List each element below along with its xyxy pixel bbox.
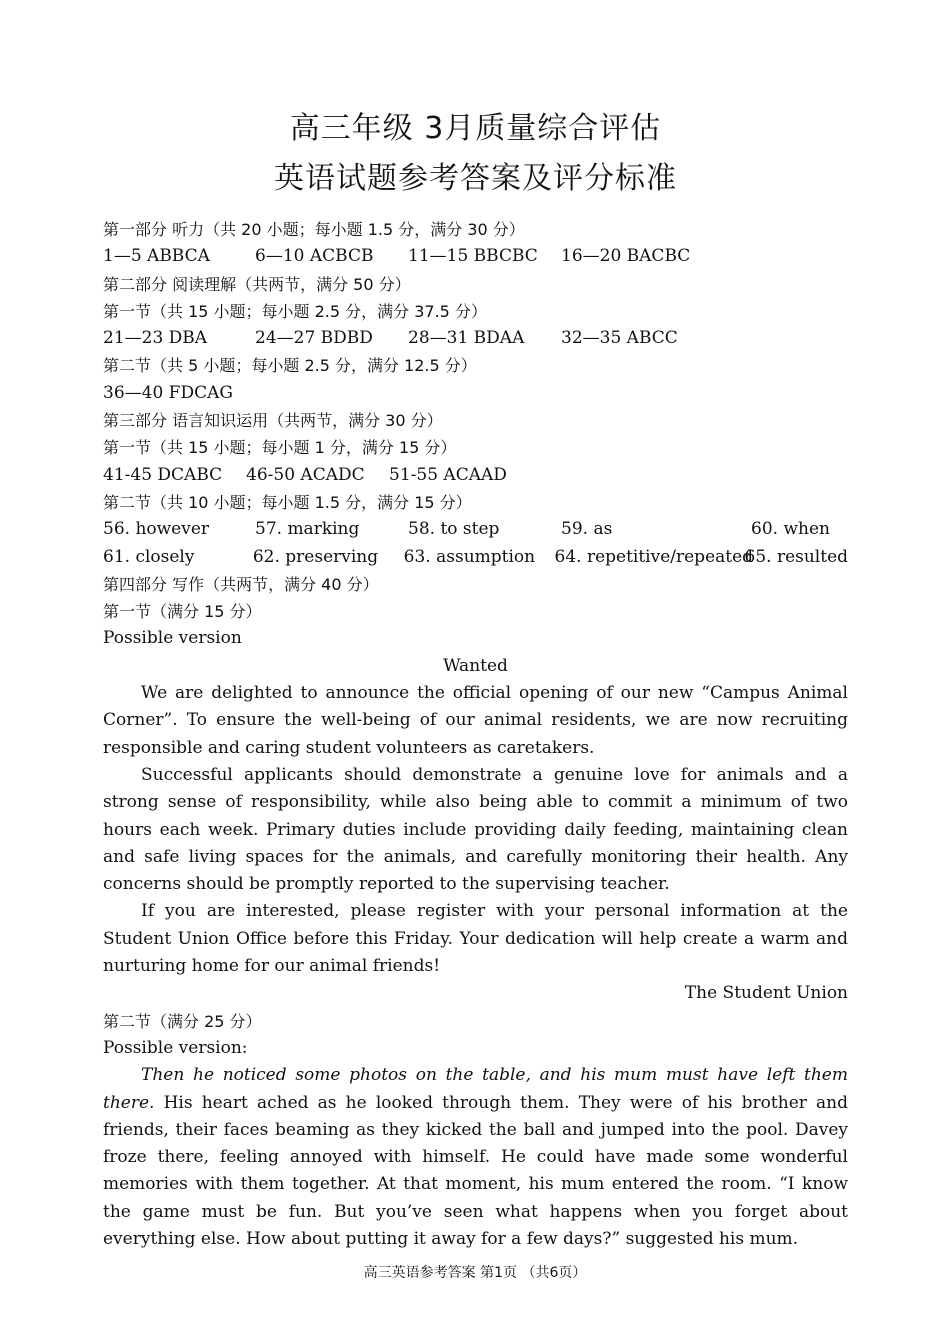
part4-heading: 第四部分 写作（共两节，满分 40 分） [103, 574, 379, 594]
part1-answers [103, 243, 848, 270]
part3-sec2-row1 [103, 516, 848, 543]
answer-item: 59. as [561, 519, 613, 540]
answer-item: 61. closely [103, 546, 195, 567]
answer-group: 1—5 ABBCA [103, 246, 210, 267]
part3-sec2-heading: 第二节（共 10 小题；每小题 1.5 分，满分 15 分） [103, 492, 472, 512]
part2-sec2-heading: 第二节（共 5 小题；每小题 2.5 分，满分 12.5 分） [103, 356, 477, 376]
page-subtitle: 英语试题参考答案及评分标准 [274, 161, 677, 196]
essay-paragraph-3: If you are interested, please register with your personal information at the Student Union Office before this Friday. Your dedication will help create a warm and nurturing home for our animal friends! [103, 901, 848, 977]
part1-heading: 第一部分 听力（共 20 小题；每小题 1.5 分，满分 30 分） [103, 220, 525, 239]
answer-group: 41-45 DCABC [103, 464, 223, 485]
sec1-version-label: Possible version [103, 628, 242, 649]
part4-sec1-heading: 第一节（满分 15 分） [103, 602, 262, 622]
part4-sec2-heading: 第二节（满分 25 分） [103, 1011, 262, 1031]
essay-signature: The Student Union [684, 983, 848, 1004]
essay-title: Wanted [443, 655, 508, 676]
answer-item: 64. repetitive/repeated [554, 546, 754, 567]
answer-group: 32—35 ABCC [561, 328, 678, 349]
answer-item: 57. marking [255, 519, 360, 540]
page-title: 高三年级 3月质量综合评估 [289, 111, 662, 146]
part2-sec2-answers: 36—40 FDCAG [103, 382, 233, 403]
answer-item: 62. preserving [252, 546, 379, 567]
answer-group: 6—10 ACBCB [255, 246, 374, 267]
page-footer: 高三英语参考答案 第1页 （共6页） [363, 1265, 587, 1281]
answer-key-page [103, 100, 848, 1253]
part2-sec1-heading: 第一节（共 15 小题；每小题 2.5 分，满分 37.5 分） [103, 301, 487, 321]
part2-sec1-answers [103, 325, 848, 352]
part3-sec1-heading: 第一节（共 15 小题；每小题 1 分，满分 15 分） [103, 438, 457, 458]
story-italic-opening: Then he noticed some photos on the table, and his mum must have left them there. [103, 1065, 848, 1113]
part3-sec2-row2 [103, 544, 848, 571]
answer-group: 11—15 BBCBC [408, 246, 538, 267]
answer-item: 60. when [751, 519, 830, 540]
answer-item: 58. to step [408, 519, 500, 540]
answer-group: 51-55 ACAAD [389, 464, 507, 485]
answer-group: 24—27 BDBD [255, 328, 373, 349]
answer-group: 21—23 DBA [103, 328, 208, 349]
part3-sec1-answers [103, 462, 848, 489]
essay-paragraph-2: Successful applicants should demonstrate a genuine love for animals and a strong sense of responsibility, while also being able to commit a minimum of two hours each week. Primary duties include providing daily feeding, maintaining clean and safe living spaces for the animals, and carefully monitoring their health. Any concerns should be promptly reported to the supervising teacher. [103, 764, 848, 895]
story-paragraph [103, 1062, 848, 1253]
answer-item: 65. resulted [744, 546, 849, 567]
answer-item: 63. assumption [403, 546, 536, 567]
answer-group: 28—31 BDAA [408, 328, 525, 349]
part3-heading: 第三部分 语言知识运用（共两节，满分 30 分） [103, 411, 443, 431]
answer-group: 16—20 BACBC [561, 246, 691, 267]
part2-heading: 第二部分 阅读理解（共两节，满分 50 分） [103, 274, 411, 294]
sec2-version-label: Possible version: [103, 1037, 248, 1058]
story-continuation: His heart ached as he looked through them. They were of his brother and friends, their faces beaming as they kicked the ball and jumped into the pool. Davey froze there, feeling annoyed with himself. He could have made some wonderful memories with them together. At that moment, his mum entered the room. “I know the game must be fun. But you’ve seen what happens when you forget about everything else. How about putting it away for a few days?” suggested his mum. [103, 1092, 848, 1249]
answer-group: 46-50 ACADC [246, 464, 365, 485]
answer-item: 56. however [103, 519, 210, 540]
essay-paragraph-1: We are delighted to announce the official opening of our new “Campus Animal Corner”. To ensure the well-being of our animal residents, we are now recruiting responsible and caring student volunteers as caretakers. [103, 683, 848, 758]
